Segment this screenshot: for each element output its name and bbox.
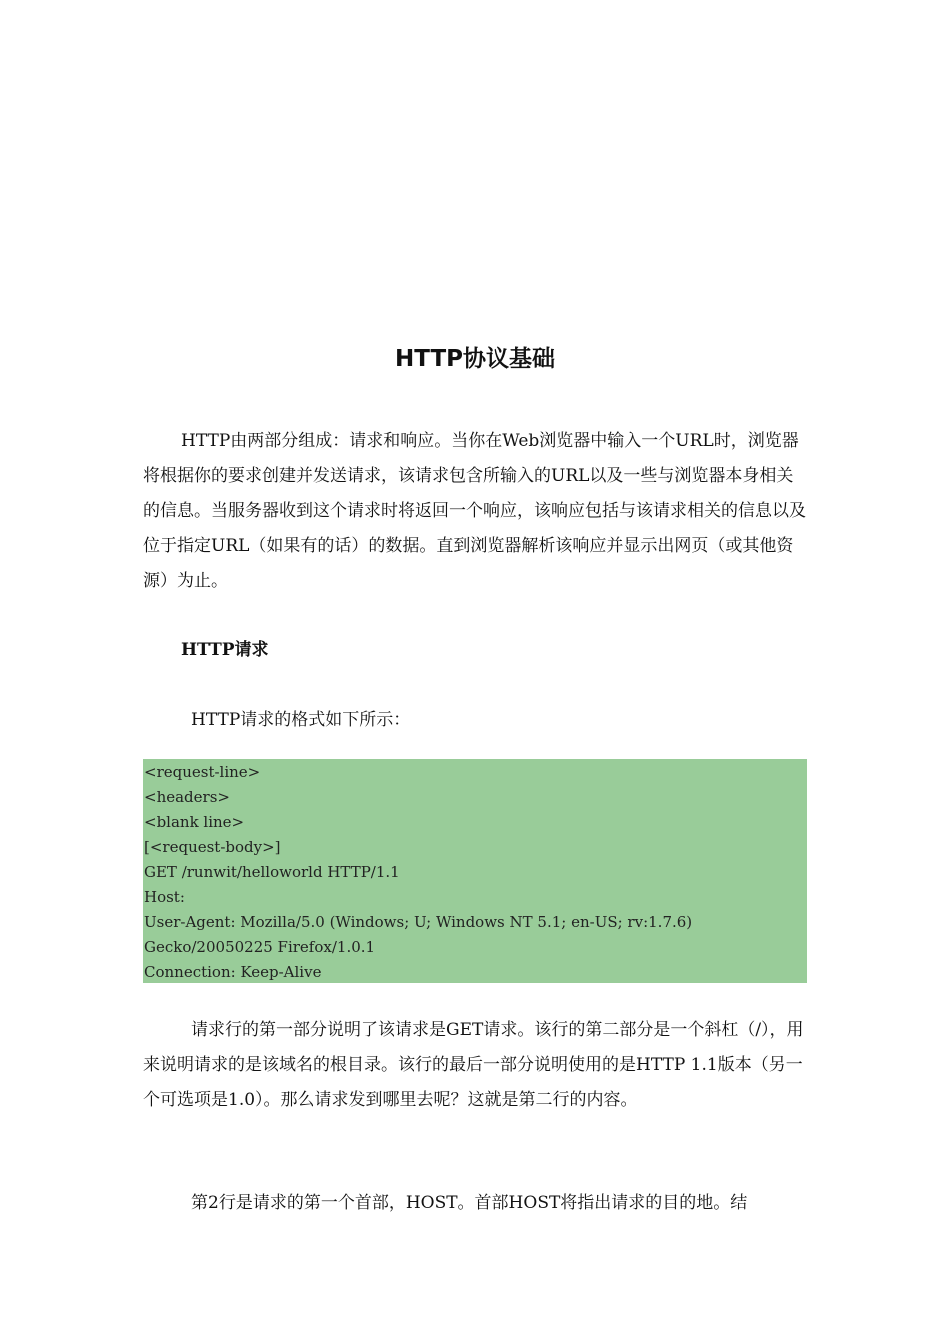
code-line: <blank line> (144, 813, 245, 831)
code-block (143, 759, 807, 983)
code-line: Connection: Keep-Alive (144, 963, 322, 981)
code-line: GET /runwit/helloworld HTTP/1.1 (144, 863, 400, 881)
format-intro-text: HTTP请求的格式如下所示： (191, 710, 411, 730)
host-paragraph: 第2行是请求的第一个首部，HOST。首部HOST将指出请求的目的地。结 (191, 1193, 748, 1213)
code-line: [<request-body>] (144, 838, 281, 856)
explain-paragraph: 请求行的第一部分说明了该请求是GET请求。该行的第二部分是一个斜杠（/），用来说明请求的是该域名的根目录。该行的最后一部分说明使用的是HTTP 1.1版本（另一个可选项是1.0）。那么请求发到哪里去呢？这就是第二行的内容。 (143, 1020, 804, 1110)
code-line: Host: (144, 888, 185, 906)
section-heading-http-request: HTTP请求 (181, 640, 269, 660)
code-line: <headers> (144, 788, 230, 806)
code-line: Gecko/20050225 Firefox/1.0.1 (144, 938, 376, 956)
code-line: User-Agent: Mozilla/5.0 (Windows; U; Windows NT 5.1; en-US; rv:1.7.6) (144, 913, 693, 931)
intro-paragraph: HTTP由两部分组成：请求和响应。当你在Web浏览器中输入一个URL时，浏览器将根据你的要求创建并发送请求，该请求包含所输入的URL以及一些与浏览器本身相关的信息。当服务器收到这个请求时将返回一个响应，该响应包括与该请求相关的信息以及位于指定URL（如果有的话）的数据。直到浏览器解析该响应并显示出网页（或其他资源）为止。 (143, 431, 806, 591)
document-title: HTTP协议基础 (394, 346, 555, 372)
code-line: <request-line> (144, 763, 261, 781)
